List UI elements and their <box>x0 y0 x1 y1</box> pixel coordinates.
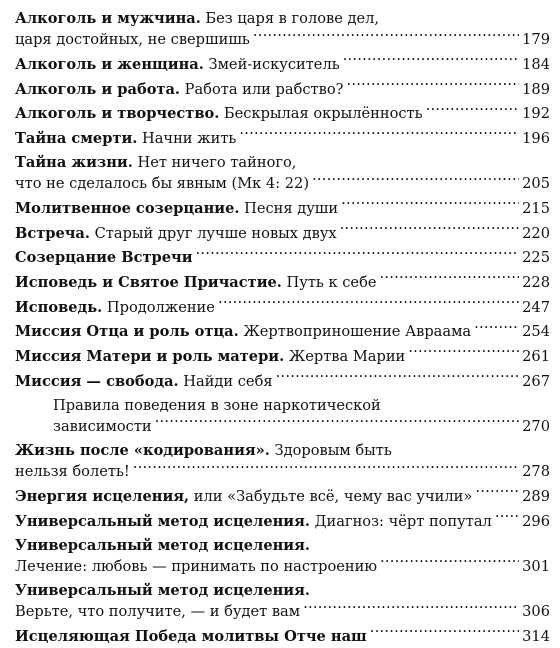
toc-entry <box>15 223 550 244</box>
toc-entry-text <box>15 9 379 30</box>
toc-entry-title: Миссия Отца и роль отца. <box>15 323 239 341</box>
toc-entry-text <box>15 129 236 150</box>
dot-leader <box>239 128 519 143</box>
toc-entry-text <box>15 174 309 195</box>
toc-entry-subtitle: Здоровым быть <box>269 442 392 460</box>
toc-entry <box>15 248 550 269</box>
toc-entry-text <box>53 417 152 438</box>
dot-leader <box>253 30 519 45</box>
toc-entry <box>15 536 550 578</box>
toc-line <box>53 396 550 417</box>
toc-entry-text <box>15 104 423 125</box>
page-number: 301 <box>522 557 550 575</box>
page-number: 215 <box>522 199 550 217</box>
toc-entry-title: Встреча. <box>15 224 90 242</box>
toc-entry-subtitle: зависимости <box>53 418 152 435</box>
toc-entry <box>15 79 550 100</box>
toc-entry-subtitle: Правила поведения в зоне наркотической <box>53 396 381 414</box>
toc-line <box>15 198 550 219</box>
toc-line <box>15 128 550 149</box>
toc-entry-subtitle: Бескрылая окрылённость <box>219 105 423 123</box>
toc-line <box>15 581 550 602</box>
toc-entry-subtitle: Путь к себе <box>281 273 377 291</box>
page-number: 228 <box>522 273 550 291</box>
toc-entry-text <box>15 441 392 462</box>
page-number: 270 <box>522 418 550 435</box>
page-number: 278 <box>522 463 550 481</box>
toc-line <box>15 272 550 293</box>
toc-entry-subtitle: царя достойных, не свершишь <box>15 31 250 49</box>
dot-leader <box>303 602 519 617</box>
toc-entry-text <box>53 396 381 417</box>
toc-entry <box>15 104 550 125</box>
toc-entry-text <box>15 581 310 602</box>
toc-line <box>15 30 550 51</box>
toc-line <box>15 174 550 195</box>
dot-leader <box>346 79 519 94</box>
page-number: 267 <box>522 372 550 390</box>
toc-entry-text <box>15 199 338 220</box>
toc-line <box>15 462 550 483</box>
toc-entry-text <box>15 55 340 76</box>
toc-line <box>15 104 550 125</box>
toc-entry-subtitle: Нет ничего тайного, <box>132 154 297 172</box>
dot-leader <box>380 556 519 571</box>
toc-entry <box>15 626 550 647</box>
page-number: 220 <box>522 224 550 242</box>
toc-entry-subtitle: Без царя в голове дел, <box>200 10 380 27</box>
toc-entry <box>15 346 550 367</box>
page-number: 261 <box>522 348 550 366</box>
toc-entry-title: Алкоголь и работа. <box>15 80 181 98</box>
toc-entry <box>15 396 550 438</box>
toc-entry-text <box>15 487 472 508</box>
toc-entry-text <box>15 627 367 648</box>
toc-line <box>15 223 550 244</box>
toc-entry-text <box>15 372 273 393</box>
dot-leader <box>340 223 519 238</box>
toc-entry-subtitle: Жертва Марии <box>284 348 406 366</box>
toc-entry-title: Тайна жизни. <box>15 154 133 172</box>
toc-line <box>53 416 550 437</box>
dot-leader <box>408 346 519 361</box>
toc-entry-text <box>15 298 215 319</box>
toc-entry-title: Молитвенное созерцание. <box>15 199 240 217</box>
dot-leader <box>341 198 519 213</box>
toc-entry-subtitle: Верьте, что получите, — и будет вам <box>15 603 301 621</box>
toc-entry <box>15 441 550 483</box>
toc-entry-title: Миссия — свобода. <box>15 372 179 390</box>
toc-entry-title: Исцеляющая Победа молитвы Отче наш <box>15 627 367 645</box>
toc-entry-text <box>15 536 310 557</box>
toc-entry <box>15 54 550 75</box>
page-number: 314 <box>522 627 550 645</box>
page-number: 289 <box>522 487 550 505</box>
toc-entry-text <box>15 462 130 483</box>
toc-entry-subtitle: Продолжение <box>102 298 215 316</box>
toc-entry-text <box>15 347 405 368</box>
toc-entry-title: Универсальный метод исцеления. <box>15 582 310 600</box>
toc-entry <box>15 486 550 507</box>
toc-entry-subtitle: Найди себя <box>178 372 273 390</box>
toc-entry-title: Энергия исцеления, <box>15 487 190 505</box>
toc-entry-subtitle: что не сделалось бы явным (Мк 4: 22) <box>15 175 310 193</box>
page-number: 189 <box>522 80 550 98</box>
toc-line <box>15 511 550 532</box>
dot-leader <box>343 54 519 69</box>
toc-entry <box>15 297 550 318</box>
page-number: 205 <box>522 175 550 193</box>
toc-entry-subtitle: Песня души <box>239 199 339 217</box>
toc-entry-text <box>15 512 492 533</box>
toc-entry-text <box>15 30 250 51</box>
dot-leader <box>370 626 519 641</box>
toc-entry-text <box>15 248 193 269</box>
toc-entry <box>15 153 550 195</box>
dot-leader <box>312 174 519 189</box>
dot-leader <box>426 104 520 119</box>
toc-entry-subtitle: или «Забудьте всё, чему вас учили» <box>189 487 473 505</box>
page-number: 196 <box>522 129 550 147</box>
toc-entry-subtitle: Работа или рабство? <box>180 80 344 98</box>
toc-entry <box>15 9 550 51</box>
toc-line <box>15 248 550 269</box>
page-number: 179 <box>522 31 550 49</box>
dot-leader <box>475 486 519 501</box>
toc-line <box>15 297 550 318</box>
toc-line <box>15 79 550 100</box>
toc-entry-text <box>15 273 377 294</box>
toc-entry-title: Алкоголь и мужчина. <box>15 10 201 27</box>
toc-entry-title: Миссия Матери и роль матери. <box>15 348 285 366</box>
toc-line <box>15 346 550 367</box>
toc-entry-title: Жизнь после «кодирования». <box>15 442 270 460</box>
dot-leader <box>196 248 520 263</box>
dot-leader <box>474 322 519 337</box>
toc-line <box>15 441 550 462</box>
toc-line <box>15 371 550 392</box>
toc-entry-subtitle: нельзя болеть! <box>15 463 130 481</box>
toc-entry-subtitle: Жертвоприношение Авраама <box>238 323 472 341</box>
page-number: 192 <box>522 105 550 123</box>
toc-entry <box>15 272 550 293</box>
toc-line <box>15 536 550 557</box>
toc-entry <box>15 371 550 392</box>
toc-line <box>15 486 550 507</box>
toc-entry-subtitle: Лечение: любовь — принимать по настроению <box>15 557 378 575</box>
toc-entry <box>15 322 550 343</box>
dot-leader <box>276 371 520 386</box>
page-number: 296 <box>522 512 550 530</box>
page-number: 254 <box>522 323 550 341</box>
dot-leader <box>380 272 520 287</box>
toc-line <box>15 9 550 30</box>
toc-entry <box>15 198 550 219</box>
toc-entry-title: Исповедь. <box>15 298 103 316</box>
toc-entry-title: Универсальный метод исцеления. <box>15 512 310 530</box>
toc-entry-title: Алкоголь и творчество. <box>15 105 220 123</box>
toc-entry-text <box>15 80 343 101</box>
dot-leader <box>133 462 519 477</box>
toc-line <box>15 153 550 174</box>
page-number: 247 <box>522 298 550 316</box>
page-number: 225 <box>522 249 550 267</box>
toc-entry-subtitle: Старый друг лучше новых двух <box>89 224 337 242</box>
toc-entry-title: Тайна смерти. <box>15 129 138 147</box>
toc-entry-text <box>15 557 377 578</box>
toc-entry-text <box>15 153 296 174</box>
toc-entry-text <box>15 322 471 343</box>
toc-entry-subtitle: Начни жить <box>137 129 237 147</box>
toc-entry <box>15 511 550 532</box>
toc-entry-title: Исповедь и Святое Причастие. <box>15 273 282 291</box>
toc-line <box>15 556 550 577</box>
dot-leader <box>155 416 520 431</box>
page-number: 184 <box>522 55 550 73</box>
page-number: 306 <box>522 603 550 621</box>
toc-entry-title: Алкоголь и женщина. <box>15 55 204 73</box>
dot-leader <box>218 297 519 312</box>
toc-line <box>15 626 550 647</box>
toc-entry-title: Универсальный метод исцеления. <box>15 536 310 554</box>
toc-entry <box>15 128 550 149</box>
toc-entry-subtitle: Диагноз: чёрт попутал <box>310 512 492 530</box>
dot-leader <box>495 511 519 526</box>
toc-entry <box>15 581 550 623</box>
toc-entry-text <box>15 224 337 245</box>
toc-line <box>15 322 550 343</box>
toc-entry-title: Созерцание Встречи <box>15 249 193 267</box>
toc-entry-subtitle: Змей-искуситель <box>203 55 340 73</box>
toc-line <box>15 54 550 75</box>
